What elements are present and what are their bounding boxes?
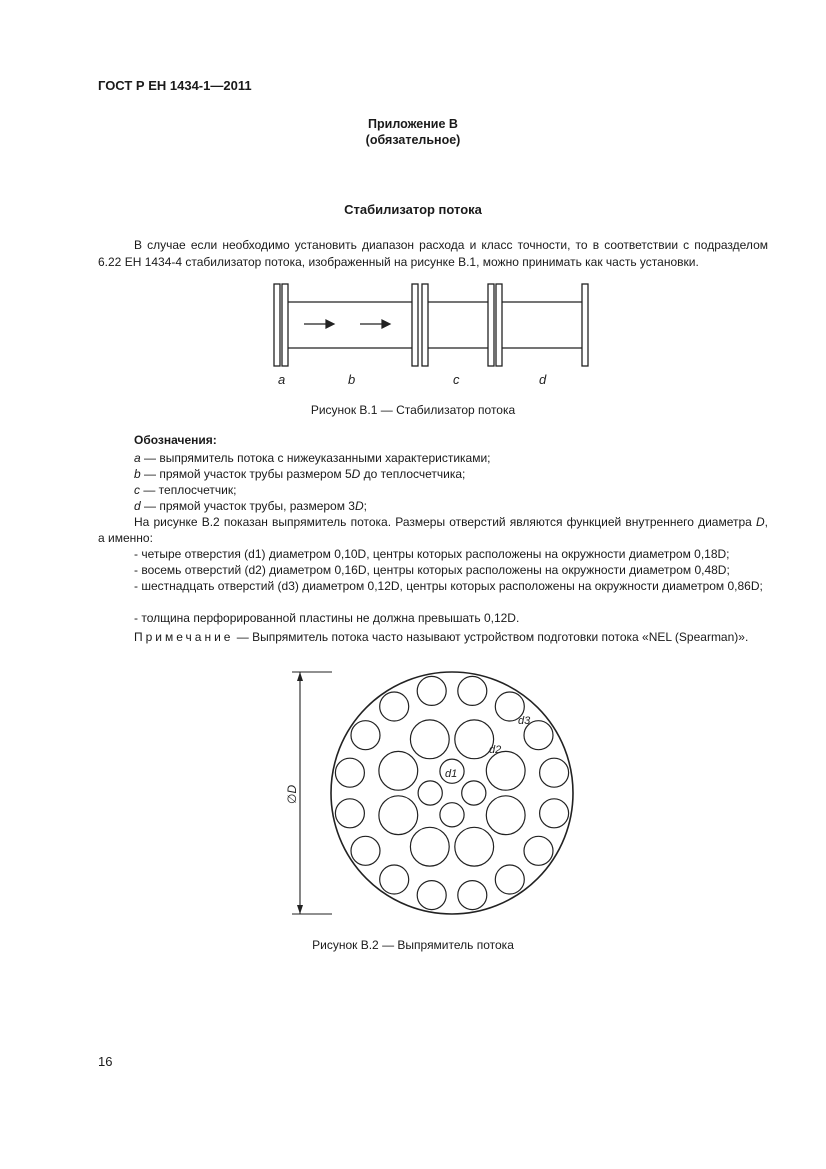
hole-d2 xyxy=(486,796,525,835)
hole-d3 xyxy=(351,836,380,865)
flange-c-start xyxy=(422,284,428,366)
figure-b2-diagram xyxy=(270,664,590,924)
straightener-bullet-2: - восемь отверстий (d2) диаметром 0,16D, центры которых расположены на окружности диаметром 0,48D; xyxy=(134,563,730,577)
flange-a-right xyxy=(282,284,288,366)
flow-arrow-2-head xyxy=(382,320,390,328)
flow-arrow-1-head xyxy=(326,320,334,328)
legend-key: b xyxy=(134,467,141,481)
hole-d2 xyxy=(379,796,418,835)
document-header: ГОСТ Р ЕН 1434-1—2011 xyxy=(98,78,252,93)
intro-paragraph: В случае если необходимо установить диапазон расхода и класс точности, то в соответствии с подразделом 6.22 ЕН 1434-4 стабилизатор потока, изображенный на рисунке В.1, можно принимать как часть установки. xyxy=(98,238,768,269)
hole-d2 xyxy=(455,827,494,866)
annex-title: Приложение В xyxy=(368,117,458,131)
flange-d-start xyxy=(496,284,502,366)
page-number: 16 xyxy=(98,1054,113,1069)
straightener-bullet-1: - четыре отверстия (d1) диаметром 0,10D, центры которых расположены на окружности диаметром 0,18D; xyxy=(134,547,730,561)
label-d1-text: d1 xyxy=(445,768,458,780)
straightener-intro-var: D xyxy=(755,515,765,529)
dim-arrow-top xyxy=(297,672,303,681)
legend-key: d xyxy=(134,499,141,513)
straightener-holes xyxy=(335,676,568,909)
legend-item-d xyxy=(134,498,367,514)
hole-d3 xyxy=(351,721,380,750)
legend-title: Обозначения: xyxy=(134,433,217,447)
legend-item-a xyxy=(134,450,491,466)
hole-d1 xyxy=(418,781,442,805)
label-d2-text: d2 xyxy=(489,744,502,756)
label-b: b xyxy=(348,372,356,387)
hole-d3 xyxy=(524,836,553,865)
hole-d2 xyxy=(379,751,418,790)
figure-b1-diagram xyxy=(260,278,600,390)
straightener-bullet-4: - толщина перфорированной пластины не должна превышать 0,12D. xyxy=(134,611,520,625)
legend-text: — прямой участок трубы, размером 3 xyxy=(140,499,355,513)
label-d1 xyxy=(445,768,457,780)
hole-d3 xyxy=(540,799,569,828)
hole-d3 xyxy=(458,881,487,910)
hole-d3 xyxy=(380,865,409,894)
hole-d3 xyxy=(458,676,487,705)
straightener-intro xyxy=(98,514,768,546)
hole-d3 xyxy=(417,881,446,910)
legend-key: a xyxy=(134,451,141,465)
hole-d3 xyxy=(540,758,569,787)
figure-b1-caption: Рисунок В.1 — Стабилизатор потока xyxy=(310,403,516,417)
dim-label: ∅D xyxy=(285,784,299,804)
label-d3-text: d3 xyxy=(518,715,531,727)
legend-item-c xyxy=(134,482,236,498)
hole-d2 xyxy=(486,751,525,790)
note-label: Примечание xyxy=(134,630,234,644)
label-d3 xyxy=(518,715,531,727)
legend-text: — теплосчетчик; xyxy=(140,483,237,497)
hole-d3 xyxy=(335,799,364,828)
annex-subtitle: (обязательное) xyxy=(365,133,461,147)
straightener-plate-outline xyxy=(331,672,573,914)
legend-var: D xyxy=(351,467,361,481)
hole-d3 xyxy=(495,865,524,894)
label-c: c xyxy=(453,372,460,387)
straightener-intro-end: , а именно: xyxy=(98,515,768,545)
legend-key: c xyxy=(134,483,140,497)
legend-text-end: ; xyxy=(363,499,367,513)
label-d2 xyxy=(489,744,501,756)
label-a: a xyxy=(278,372,286,387)
hole-d2 xyxy=(455,720,494,759)
hole-d1 xyxy=(440,803,464,827)
hole-d3 xyxy=(380,692,409,721)
legend-text: — выпрямитель потока с нижеуказанными характеристиками; xyxy=(140,451,491,465)
note xyxy=(134,630,748,644)
figure-b2-caption: Рисунок В.2 — Выпрямитель потока xyxy=(312,938,514,952)
hole-d2 xyxy=(410,720,449,759)
legend-var: D xyxy=(354,499,364,513)
section-title: Стабилизатор потока xyxy=(344,202,482,217)
hole-d3 xyxy=(335,758,364,787)
hole-d1 xyxy=(462,781,486,805)
flange-b-end xyxy=(412,284,418,366)
legend-text-end: до теплосчетчика; xyxy=(360,467,466,481)
straightener-bullet-3: - шестнадцать отверстий (d3) диаметром 0,12D, центры которых расположены на окружности диаметром 0,86D; xyxy=(134,579,763,593)
label-d: d xyxy=(539,372,547,387)
flange-a-left xyxy=(274,284,280,366)
note-text: — Выпрямитель потока часто называют устройством подготовки потока «NEL (Spearman)». xyxy=(233,630,749,644)
flange-c-end xyxy=(488,284,494,366)
hole-d2 xyxy=(410,827,449,866)
hole-d3 xyxy=(417,676,446,705)
legend-item-b xyxy=(134,466,465,482)
dim-arrow-bottom xyxy=(297,905,303,914)
legend-text: — прямой участок трубы размером 5 xyxy=(140,467,352,481)
flange-d-end xyxy=(582,284,588,366)
straightener-intro-text: На рисунке В.2 показан выпрямитель потока. Размеры отверстий являются функцией внутреннего диаметра xyxy=(134,515,756,529)
